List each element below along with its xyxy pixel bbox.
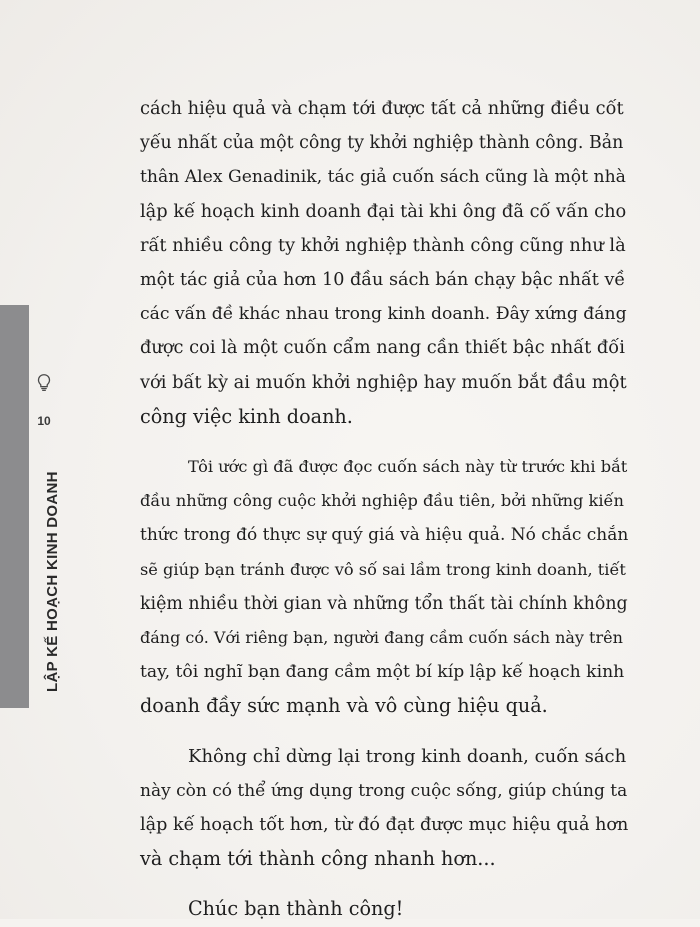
text-line: và chạm tới thành công nhanh hơn... (140, 847, 496, 871)
text-line: với bất kỳ ai muốn khởi nghiệp hay muốn bắt đầu một (140, 371, 627, 393)
page-number: 10 (37, 414, 51, 428)
text-line: lập kế hoạch tốt hơn, từ đó đạt được mục hiệu quả hơn (140, 815, 629, 836)
text-line: các vấn đề khác nhau trong kinh doanh. Đây xứng đáng (140, 304, 627, 325)
text-line: đáng có. Với riêng bạn, người đang cầm cuốn sách này trên (140, 628, 623, 648)
text-line: lập kế hoạch kinh doanh đại tài khi ông đã cố vấn cho (140, 200, 627, 222)
text-line: thức trong đó thực sự quý giá và hiệu quả. Nó chắc chắn (140, 525, 629, 546)
text-line: đầu những công cuộc khởi nghiệp đầu tiên, bởi những kiến (140, 491, 624, 511)
text-line: cách hiệu quả và chạm tới được tất cả những điều cốt (140, 98, 624, 119)
text-line: thân Alex Genadinik, tác giả cuốn sách cũng là một nhà (140, 167, 626, 188)
text-line: doanh đầy sức mạnh và vô cùng hiệu quả. (140, 694, 548, 718)
text-line: tay, tôi nghĩ bạn đang cầm một bí kíp lập kế hoạch kinh (140, 662, 625, 683)
paragraph-1 (140, 92, 628, 434)
text-line: Không chỉ dừng lại trong kinh doanh, cuốn sách (188, 745, 627, 767)
paragraph-3 (140, 740, 628, 877)
paragraph-4 (140, 892, 628, 926)
text-line: được coi là một cuốn cẩm nang cần thiết bậc nhất đối (140, 337, 625, 359)
paragraph-2 (140, 450, 628, 724)
text-line: yếu nhất của một công ty khởi nghiệp thành công. Bản (140, 133, 624, 154)
closing-line: Chúc bạn thành công! (188, 897, 404, 921)
chapter-side-tab (0, 305, 29, 708)
page-body (140, 92, 628, 927)
book-title: LẬP KẾ HOẠCH KINH DOANH (44, 471, 61, 692)
text-line: này còn có thể ứng dụng trong cuộc sống, giúp chúng ta (140, 780, 628, 801)
text-line: kiệm nhiều thời gian và những tổn thất tài chính không (140, 593, 628, 614)
text-line: công việc kinh doanh. (140, 404, 353, 428)
text-line: Tôi ước gì đã được đọc cuốn sách này từ trước khi bắt (188, 457, 628, 477)
lightbulb-icon (33, 372, 55, 394)
text-line: một tác giả của hơn 10 đầu sách bán chạy bậc nhất về (140, 270, 626, 291)
text-line: rất nhiều công ty khởi nghiệp thành công cũng như là (140, 234, 626, 256)
text-line: sẽ giúp bạn tránh được vô số sai lầm trong kinh doanh, tiết (140, 559, 626, 579)
